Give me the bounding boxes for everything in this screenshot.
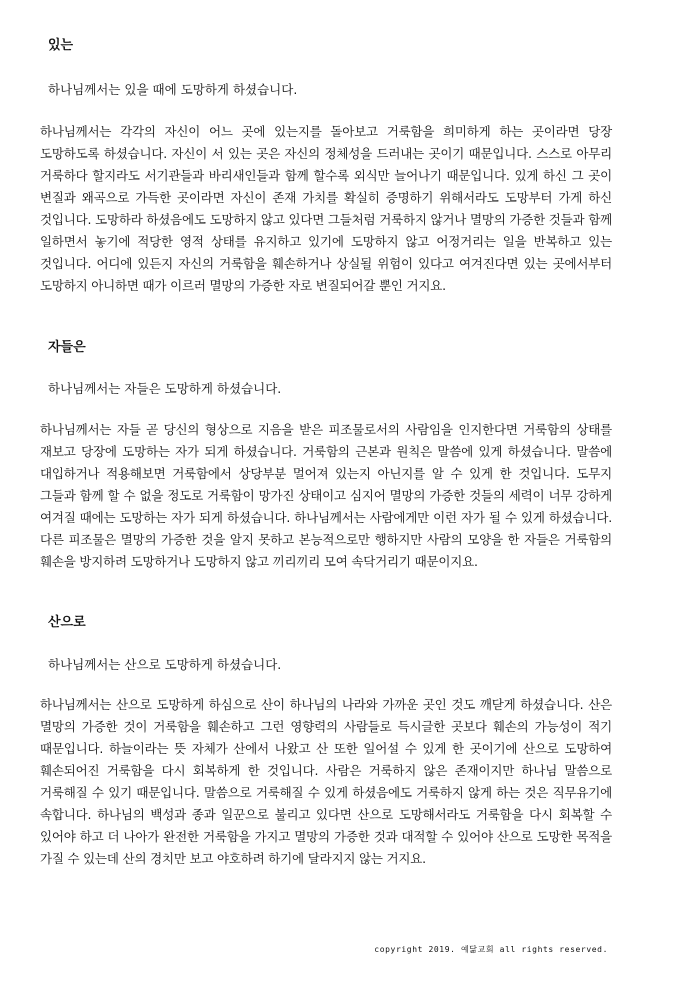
section-2-heading: 자들은 — [48, 340, 86, 355]
section-1-body: 하나님께서는 각각의 자신이 어느 곳에 있는지를 돌아보고 거룩함을 희미하게 하는 곳이라면 당장 도망하도록 하셨습니다. 자신이 서 있는 곳은 자신의 정체성을 드러내는 곳이기 때문입니다. 스스로 아무리 거룩하다 할지라도 서기관들과 바리새인들과 함께 할수록 외식만 늘어나기 때문입니다. 있게 하신 그 곳이 변질과 왜곡으로 가득한 곳이라면 자신이 존재 가치를 확실히 증명하기 위해서라도 도망부터 가게 하신 것입니다. 도망하라 하셨음에도 도망하지 않고 있다면 그들처럼 거룩하지 않거나 멸망의 가증한 것들과 함께 일하면서 놓기에 적당한 영적 상태를 유지하고 있기에 도망하지 않고 어정거리는 일을 반복하고 있는 것입니다. 어디에 있든지 자신의 거룩함을 훼손하거나 상실될 위험이 있다고 여겨진다면 있는 곳에서부터 도망하지 아니하면 때가 이르러 멸망의 가증한 자로 변질되어갈 뿐인 거지요. — [40, 124, 612, 293]
section-2-body: 하나님께서는 자들 곧 당신의 형상으로 지음을 받은 피조물로서의 사람임을 인지한다면 거룩함의 상태를 재보고 당장에 도망하는 자가 되게 하셨습니다. 거룩함의 근본과 원칙은 말씀에 있게 하셨습니다. 말씀에 대입하거나 적용해보면 거룩함에서 상당부분 멀어져 있는지 아닌지를 알 수 있게 한 것입니다. 도무지 그들과 함께 할 수 없을 정도로 거룩함이 망가진 상태이고 심지어 멸망의 가증한 것들의 세력이 너무 강하게 여겨질 때에는 도망하는 자가 되게 하셨습니다. 하나님께서는 사람에게만 이런 자가 될 수 있게 하셨습니다. 다른 피조물은 멸망의 가증한 것을 알지 못하고 본능적으로만 행하지만 사람의 모양을 한 자들은 거룩함의 훼손을 방지하려 도망하거나 도망하지 않고 끼리끼리 모여 속닥거리기 때문이지요. — [40, 422, 612, 569]
section-2-lead: 하나님께서는 자들은 도망하게 하셨습니다. — [48, 381, 282, 396]
copyright-footer: copyright 2019. 예닮교회 all rights reserved. — [374, 945, 608, 954]
section-3-body: 하나님께서는 산으로 도망하게 하심으로 산이 하나님의 나라와 가까운 곳인 것도 깨닫게 하셨습니다. 산은 멸망의 가증한 것이 거룩함을 훼손하고 그런 영향력의 사람들로 득시글한 곳보다 훼손의 가능성이 적기 때문입니다. 하늘이라는 뜻 자체가 산에서 나왔고 산 또한 일어설 수 있게 한 곳이기에 산으로 도망하여 훼손되어진 거룩함을 다시 회복하게 한 것입니다. 사람은 거룩하지 않은 존재이지만 하나님 말씀으로 거룩해질 수 있기 때문입니다. 말씀으로 거룩해질 수 있게 하셨음에도 거룩하지 않게 하는 것은 직무유기에 속합니다. 하나님의 백성과 종과 일꾼으로 불리고 있다면 산으로 도망해서라도 거룩함을 다시 회복할 수 있어야 하고 더 나아가 완전한 거룩함을 가지고 멸망의 가증한 것과 대적할 수 있어야 산으로 도망한 목적을 가질 수 있는데 산의 경치만 보고 야호하려 하기에 달라지지 않는 거지요. — [40, 697, 612, 866]
section-1-heading: 있는 — [48, 38, 74, 53]
section-1-lead: 하나님께서는 있을 때에 도망하게 하셨습니다. — [48, 82, 298, 97]
section-3-heading: 산으로 — [48, 615, 86, 630]
section-3-lead: 하나님께서는 산으로 도망하게 하셨습니다. — [48, 657, 282, 672]
